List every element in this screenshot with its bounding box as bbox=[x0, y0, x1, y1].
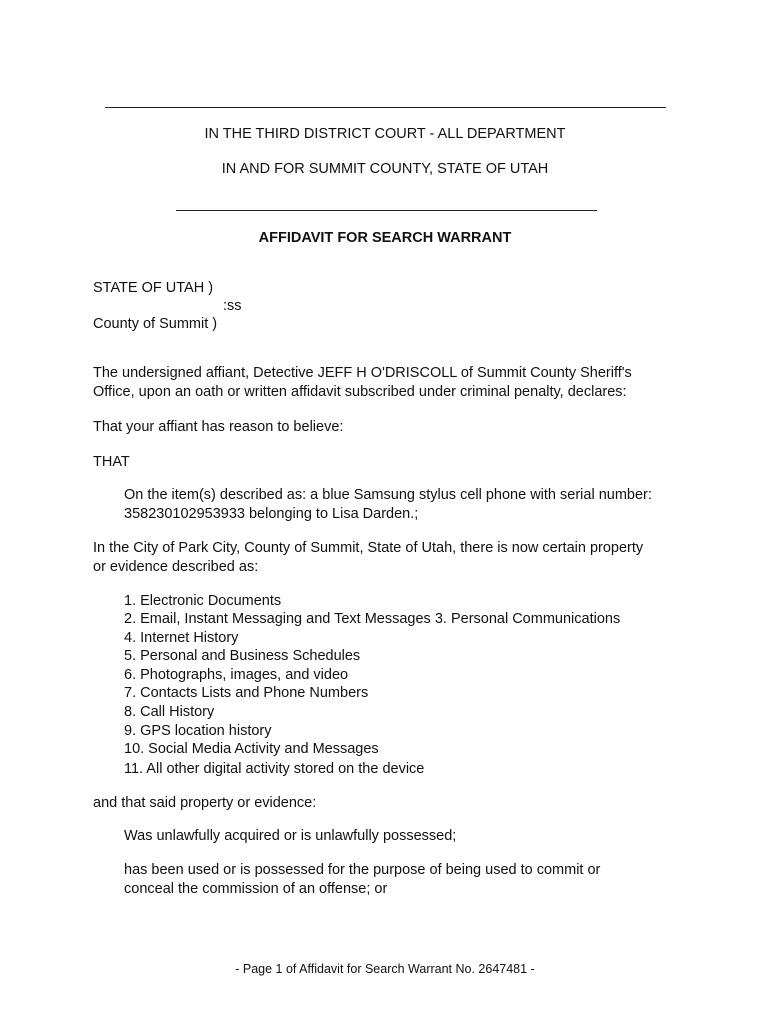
list-item: 9. GPS location history bbox=[124, 723, 272, 739]
top-rule bbox=[105, 107, 666, 108]
said-property-statement: and that said property or evidence: bbox=[93, 795, 317, 811]
list-item: 10. Social Media Activity and Messages bbox=[124, 741, 379, 757]
caption-county: County of Summit ) bbox=[93, 316, 218, 332]
intro-line-1: The undersigned affiant, Detective JEFF H O'DRISCOLL of Summit County Sheriff's bbox=[93, 365, 632, 381]
page-footer: - Page 1 of Affidavit for Search Warrant No. 2647481 - bbox=[235, 962, 535, 976]
ground-unlawful: Was unlawfully acquired or is unlawfully possessed; bbox=[124, 828, 457, 844]
caption-ss: :ss bbox=[223, 298, 242, 314]
caption-state: STATE OF UTAH ) bbox=[93, 280, 214, 296]
that-heading: THAT bbox=[93, 454, 130, 470]
item-line-2: 358230102953933 belonging to Lisa Darden.; bbox=[124, 506, 419, 522]
list-item: 5. Personal and Business Schedules bbox=[124, 648, 361, 664]
list-item: 6. Photographs, images, and video bbox=[124, 667, 349, 683]
list-item: 11. All other digital activity stored on the device bbox=[124, 761, 425, 777]
court-line-1: IN THE THIRD DISTRICT COURT - ALL DEPARTMENT bbox=[204, 126, 566, 142]
document-title: AFFIDAVIT FOR SEARCH WARRANT bbox=[258, 230, 512, 246]
middle-rule bbox=[176, 210, 597, 211]
list-item: 1. Electronic Documents bbox=[124, 593, 282, 609]
intro-line-2: Office, upon an oath or written affidavit subscribed under criminal penalty, declares: bbox=[93, 384, 627, 400]
court-line-2: IN AND FOR SUMMIT COUNTY, STATE OF UTAH bbox=[221, 161, 549, 177]
list-item: 4. Internet History bbox=[124, 630, 239, 646]
list-item: 8. Call History bbox=[124, 704, 215, 720]
list-item: 2. Email, Instant Messaging and Text Messages 3. Personal Communications bbox=[124, 611, 621, 627]
list-item: 7. Contacts Lists and Phone Numbers bbox=[124, 685, 369, 701]
ground2-line-1: has been used or is possessed for the purpose of being used to commit or bbox=[124, 862, 601, 878]
location-line-1: In the City of Park City, County of Summit, State of Utah, there is now certain property bbox=[93, 540, 644, 556]
location-line-2: or evidence described as: bbox=[93, 559, 259, 575]
belief-statement: That your affiant has reason to believe: bbox=[93, 419, 344, 435]
item-line-1: On the item(s) described as: a blue Samsung stylus cell phone with serial number: bbox=[124, 487, 652, 503]
ground2-line-2: conceal the commission of an offense; or bbox=[124, 881, 388, 897]
